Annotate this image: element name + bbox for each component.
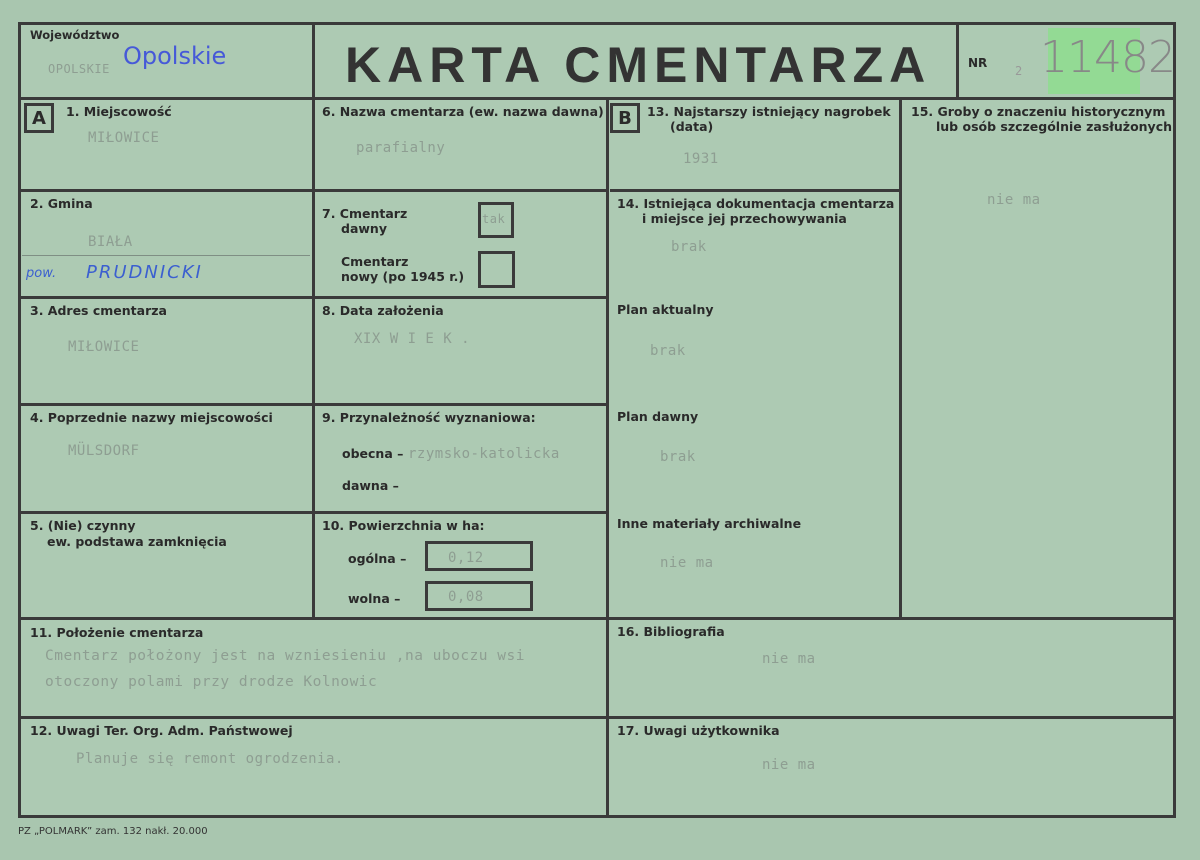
divider [312,22,315,619]
field-5-label: 5. (Nie) czynny [30,518,136,533]
wojewodztwo-stamp: Opolskie [123,42,227,70]
field-7-nowy-label: Cmentarz [341,254,409,269]
section-b-badge: B [610,103,640,133]
divider [606,97,609,818]
divider [18,296,608,299]
field-13-label: 13. Najstarszy istniejący nagrobek [647,104,891,119]
powiat-value: PRUDNICKI [86,262,203,283]
wojewodztwo-typed: OPOLSKIE [48,62,110,76]
field-6-value: parafialny [356,140,446,156]
field-15-value: nie ma [987,192,1041,208]
field-13-value: 1931 [683,151,719,167]
nr-prefix: 2 [1015,64,1023,78]
field-16-value: nie ma [762,651,816,667]
field-11-label: 11. Położenie cmentarza [30,625,204,640]
page-title: KARTA CMENTARZA [345,37,932,93]
ogolna-box [425,541,533,571]
nr-label: NR [968,56,988,70]
divider [18,511,608,514]
field-2-value: BIAŁA [88,234,133,250]
dawny-checkbox[interactable] [478,202,514,238]
dawny-value: tak [482,212,506,226]
inne-label: Inne materiały archiwalne [617,516,802,531]
plan-dawny-label: Plan dawny [617,409,699,424]
field-12-label: 12. Uwagi Ter. Org. Adm. Państwowej [30,723,293,738]
plan-aktualny-value: brak [650,343,686,359]
section-a-badge: A [24,103,54,133]
field-15-label: 15. Groby o znaczeniu historycznym [911,104,1166,119]
field-7-nowy-sublabel: nowy (po 1945 r.) [341,269,465,284]
field-13-sublabel: (data) [670,119,714,134]
divider [18,97,1176,100]
field-7-dawny-label: dawny [341,221,387,236]
field-8-label: 8. Data założenia [322,303,444,318]
printer-imprint: PZ „POLMARK” zam. 132 nakł. 20.000 [18,826,208,837]
nowy-checkbox[interactable] [478,251,515,288]
wolna-value: 0,08 [448,589,484,605]
field-4-label: 4. Poprzednie nazwy miejscowości [30,410,273,425]
field-16-label: 16. Bibliografia [617,624,725,639]
field-2-label: 2. Gmina [30,196,93,211]
divider [18,617,1176,620]
field-1-label: 1. Miejscowość [66,104,172,119]
field-6-label: 6. Nazwa cmentarza (ew. nazwa dawna) [322,104,604,119]
field-5-sublabel: ew. podstawa zamknięcia [47,534,227,549]
field-9-label: 9. Przynależność wyznaniowa: [322,410,536,425]
divider [18,189,608,192]
field-14-label: 14. Istniejąca dokumentacja cmentarza [617,196,895,211]
field-11-line-1: Cmentarz położony jest na wzniesieniu ,na uboczu wsi [45,648,525,664]
field-14-value: brak [671,239,707,255]
field-15-sublabel: lub osób szczególnie zasłużonych [936,119,1173,134]
inne-value: nie ma [660,555,714,571]
ogolna-value: 0,12 [448,550,484,566]
field-14-sublabel: i miejsce jej przechowywania [642,211,847,226]
nr-value: 11482 [1040,32,1175,83]
plan-aktualny-label: Plan aktualny [617,302,714,317]
field-10-label: 10. Powierzchnia w ha: [322,518,485,533]
divider [18,403,608,406]
field-4-value: MÜLSDORF [68,443,140,459]
divider [610,189,900,192]
powiat-prefix: pow. [26,266,57,281]
field-8-value: XIX W I E K . [354,331,471,347]
obecna-value: rzymsko-katolicka [408,446,560,462]
field-17-value: nie ma [762,757,816,773]
dawna-label: dawna – [342,478,399,493]
wojewodztwo-label: Województwo [30,28,120,42]
plan-dawny-value: brak [660,449,696,465]
wolna-label: wolna – [348,591,401,606]
field-7-label: 7. Cmentarz [322,206,408,221]
divider [956,22,959,98]
ogolna-label: ogólna – [348,551,407,566]
divider [18,716,1176,719]
thin-divider [22,255,310,256]
obecna-label: obecna – [342,446,404,461]
divider [899,97,902,619]
field-12-value: Planuje się remont ogrodzenia. [76,751,344,767]
field-3-value: MIŁOWICE [68,339,140,355]
field-17-label: 17. Uwagi użytkownika [617,723,780,738]
field-1-value: MIŁOWICE [88,130,160,146]
wolna-box [425,581,533,611]
field-3-label: 3. Adres cmentarza [30,303,167,318]
field-11-line-2: otoczony polami przy drodze Kolnowic [45,674,378,690]
